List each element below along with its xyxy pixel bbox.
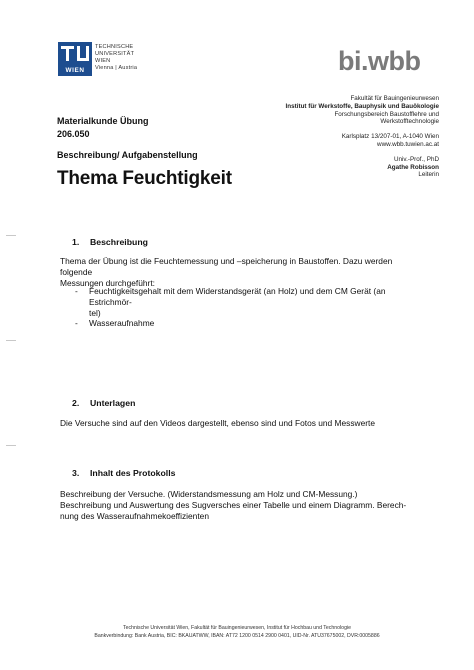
faculty-line: Fakultät für Bauingenieurwesen: [350, 95, 439, 102]
list-item: - Feuchtigkeitsgehalt mit dem Widerstandsgerät (an Holz) und dem CM Gerät (an Estrichmör- tel): [75, 286, 386, 318]
page-edge-mark: [6, 235, 16, 236]
svg-text:WIEN: WIEN: [65, 67, 85, 74]
course-name: Materialkunde Übung: [57, 116, 149, 126]
section-3-paragraph: Beschreibung der Versuche. (Widerstandsmessung am Holz und CM-Messung.) Beschreibung und Auswertung des Sugversches einer Tabelle und einem Diagramm. Berech- nung des Wasseraufnahmekoeffizienten: [60, 489, 407, 521]
page-edge-mark: [6, 340, 16, 341]
contact-title: Univ.-Prof., PhD: [393, 155, 439, 163]
page-title: Thema Feuchtigkeit: [57, 168, 232, 189]
section-1-paragraph: Thema der Übung ist die Feuchtemessung und –speicherung in Baustoffen. Dazu werden folgende Messungen durchgeführt:: [60, 256, 393, 288]
website-link[interactable]: www.wbb.tuwien.ac.at: [377, 140, 439, 148]
section-heading-3: 3. Inhalt des Protokolls: [72, 468, 176, 478]
section-heading-2: 2. Unterlagen: [72, 398, 136, 408]
course-number: 206.050: [57, 129, 90, 139]
contact-role: Leiterin: [418, 171, 439, 179]
contact-name: Agathe Robisson: [387, 163, 439, 171]
tu-wien-logo: [58, 42, 92, 76]
biwbb-logo: bi.wbb: [338, 46, 421, 76]
street-address: Karlsplatz 13/207-01, A-1040 Wien: [341, 133, 439, 141]
research-area-line-2: Werkstofftechnologie: [380, 118, 439, 126]
research-area-line: Forschungsbereich Baustofflehre und: [334, 110, 439, 118]
document-subtitle: Beschreibung/ Aufgabenstellung: [57, 150, 198, 160]
institute-address-block: [199, 95, 439, 179]
section-2-paragraph: Die Versuche sind auf den Videos dargestellt, ebenso sind und Fotos und Messwerte: [60, 418, 376, 428]
institute-line: Institut für Werkstoffe, Bauphysik und Bauökologie: [285, 102, 439, 110]
tu-wien-wordmark: TECHNISCHE UNIVERSITÄT WIEN Vienna | Austria: [95, 44, 138, 71]
section-heading-1: 1. Beschreibung: [72, 237, 148, 247]
page-footer: Technische Universität Wien, Fakultät für Bauingenieurwesen, Institut für Hochbau und Technologie Bankverbindung: Bank Austria, BIC: BKAUATWW, IBAN: AT72 1200 0514 2900 0401, UID-Nr. ATU37675002, DVR:0005886: [94, 625, 380, 639]
list-item: - Wasseraufnahme: [75, 318, 155, 328]
page-edge-mark: [6, 445, 16, 446]
